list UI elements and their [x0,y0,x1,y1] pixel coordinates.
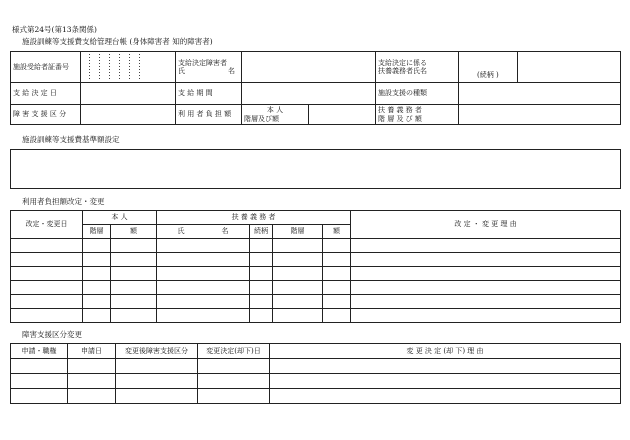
sub-name-shi: 氏 [177,227,185,236]
form-number: 様式第24号(第13条関係) [12,25,97,34]
user-burden-label: 利 用 者 負 担 額 [176,105,242,125]
sub-name [157,225,250,239]
burden-change-table [10,210,621,323]
guardian-tier-value[interactable] [459,105,621,125]
col-decision-date: 変更決定(却下)日 [198,344,270,359]
support-class-value[interactable] [81,105,176,125]
guardian-name-value[interactable] [459,52,518,83]
sub-relation: 続柄 [250,225,273,239]
table-row [11,359,621,374]
sub-name-mei: 名 [221,227,229,236]
disabled-name-label-line1: 支給決定障害者 [178,58,227,67]
guardian-tier-label-line1: 扶 養 義 務 者 [378,106,422,115]
disabled-name-label-mei: 名 [228,67,235,75]
col-self: 本 人 [83,211,157,225]
disabled-name-label-shi: 氏 [178,67,185,75]
table-row [11,389,621,404]
self-tier-label-line2: 階層及び額 [244,114,279,123]
period-value[interactable] [242,83,376,105]
decision-date-label: 支 給 決 定 日 [11,83,81,105]
period-label: 支 給 期 間 [176,83,242,105]
self-tier-value[interactable] [309,105,376,125]
standard-amount-heading: 施設訓練等支援費基準額設定 [22,135,120,144]
decision-date-value[interactable] [81,83,176,105]
col-guardian: 扶 養 義 務 者 [157,211,351,225]
col-change-date: 改定・変更日 [11,211,83,239]
self-tier-label [242,105,309,125]
guardian-tier-label [376,105,459,125]
disabled-name-value[interactable] [242,52,376,83]
main-info-table [10,51,621,125]
table-row [11,267,621,281]
col-applicant: 申請・職権 [11,344,68,359]
sub-tier: 階層 [83,225,111,239]
class-change-table [10,343,621,404]
col-reason: 改 定 ・ 変 更 理 由 [351,211,621,239]
sub-amount: 額 [111,225,157,239]
standard-amount-box[interactable] [10,149,621,189]
sub-tier2: 階層 [273,225,323,239]
table-row [11,239,621,253]
guardian-extra-value[interactable] [518,52,621,83]
col-new-class: 変更後障害支援区分 [116,344,198,359]
guardian-name-label-line2: 扶養義務者氏名 [378,67,427,75]
class-change-heading: 障害支援区分変更 [22,330,82,339]
sub-amount2: 額 [323,225,351,239]
col-apply-date: 申請日 [68,344,116,359]
recipient-cert-boxes[interactable] [81,52,176,83]
guardian-name-label-line1: 支給決定に係る [378,58,427,67]
support-class-label: 障 害 支 援 区 分 [11,105,81,125]
burden-change-heading: 利用者負担額改定・変更 [22,197,105,206]
table-row [11,253,621,267]
table-row [11,374,621,389]
facility-type-label: 施設支援の種類 [376,83,459,105]
guardian-name-label [376,52,459,83]
recipient-cert-label: 施設受給者証番号 [11,52,81,83]
disabled-name-label [176,52,242,83]
guardian-tier-label-line2: 階 層 及 び 額 [378,114,422,123]
facility-type-value[interactable] [459,83,621,105]
relation-label: (続柄 ) [477,70,499,79]
table-row [11,309,621,323]
col-class-reason: 変 更 決 定 (却 下) 理 由 [270,344,621,359]
self-tier-label-line1: 本 人 [266,106,284,115]
table-row [11,281,621,295]
table-row [11,295,621,309]
form-title: 施設訓練等支援費支給管理台帳 (身体障害者 知的障害者) [22,37,213,46]
